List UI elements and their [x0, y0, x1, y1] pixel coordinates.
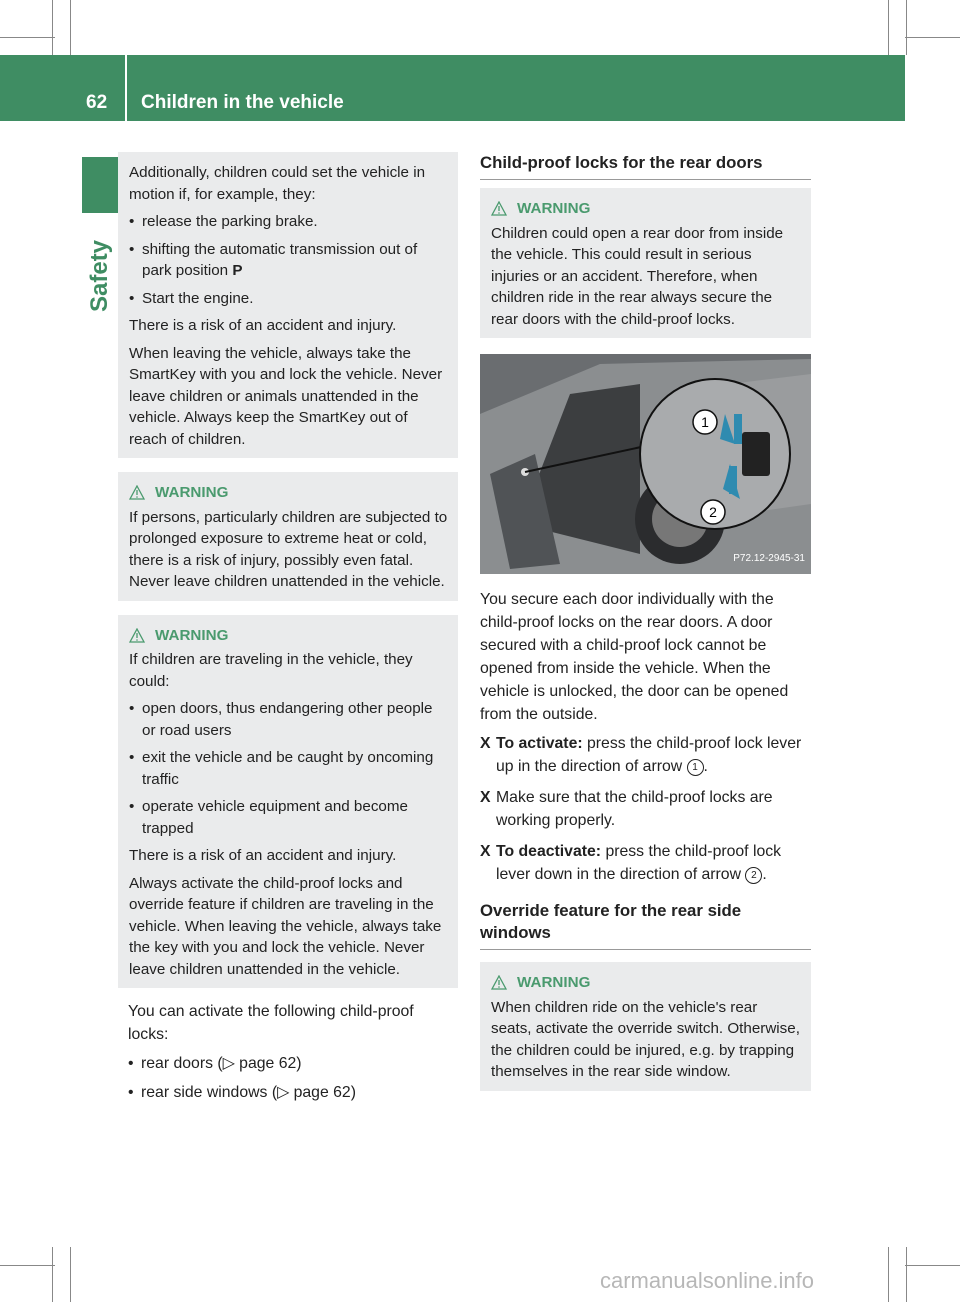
arrow-ref: 1	[687, 759, 704, 776]
activate-section	[118, 1000, 458, 1104]
warning-icon	[129, 485, 145, 500]
warning-box	[118, 472, 458, 601]
callout-1: 1	[701, 414, 709, 430]
activate-intro: You can activate the following child-proof locks:	[128, 1003, 414, 1043]
warning-label: WARNING	[155, 484, 229, 501]
heading-rear-doors: Child-proof locks for the rear doors	[480, 152, 811, 180]
list-item	[129, 239, 448, 282]
side-tab-label: Safety	[86, 239, 113, 312]
step-item: X To deactivate: press the child-proof lock lever down in the direction of arrow 2 .	[480, 840, 811, 886]
warning-box	[480, 962, 811, 1091]
list-item: • operate vehicle equipment and become trapped	[129, 796, 448, 839]
crop-mark	[0, 37, 55, 38]
step-item	[480, 786, 811, 832]
step-label: To activate:	[496, 735, 583, 752]
warning-icon	[129, 628, 145, 643]
callout-2: 2	[709, 504, 717, 520]
crop-mark	[906, 0, 907, 55]
step-text: press the child-proof lock lever down in the direction of arrow	[496, 843, 782, 883]
crop-mark	[0, 1265, 55, 1266]
warning-label: WARNING	[517, 974, 591, 991]
crop-mark	[888, 0, 889, 55]
list-item: • open doors, thus endangering other people or road users	[129, 698, 448, 741]
warning-title	[491, 198, 801, 220]
warning-title	[129, 482, 448, 504]
list-item-text: shifting the automatic transmission out of park position	[142, 240, 418, 279]
park-position: P	[232, 262, 243, 279]
heading-override: Override feature for the rear side windows	[480, 900, 811, 950]
warning-label: WARNING	[517, 200, 591, 217]
warning-text: If persons, particularly children are subjected to prolonged exposure to extreme heat or cold, there is a risk of injury, possibly even fatal. Never leave children unattended in the vehicle.	[129, 508, 448, 590]
section-title: Children in the vehicle	[141, 92, 344, 113]
list-item: • exit the vehicle and be caught by oncoming traffic	[129, 747, 448, 790]
crop-mark	[906, 1247, 907, 1302]
step-text: Make sure that the child-proof locks are working properly.	[496, 789, 773, 829]
header-divider	[125, 55, 127, 121]
step-label: To deactivate:	[496, 843, 602, 860]
right-column	[480, 152, 811, 1091]
info-intro: Additionally, children could set the vehicle in motion if, for example, they:	[129, 164, 426, 203]
risk-text: There is a risk of an accident and injury.	[129, 847, 397, 864]
page-link-rear-windows[interactable]: • rear side windows (▷ page 62)	[128, 1081, 458, 1104]
crop-mark	[70, 0, 71, 55]
figure-code: P72.12-2945-31	[733, 553, 805, 564]
page-link-rear-doors[interactable]: • rear doors (▷ page 62)	[128, 1052, 458, 1075]
warning-icon	[491, 975, 507, 990]
list-item: • Start the engine.	[129, 288, 448, 310]
warning-intro: If children are traveling in the vehicle, they could:	[129, 651, 413, 690]
crop-mark	[905, 37, 960, 38]
info-paragraph: When leaving the vehicle, always take the SmartKey with you and lock the vehicle. Never leave children or animals unattended in the vehicle. Always keep the SmartKey out of reach of children.	[129, 344, 443, 448]
step-item: X To activate: press the child-proof lock lever up in the direction of arrow 1 .	[480, 732, 811, 778]
warning-title	[491, 972, 801, 994]
step-text: press the child-proof lock lever up in the direction of arrow	[496, 735, 802, 775]
site-watermark[interactable]: carmanualsonline.info	[600, 1268, 815, 1293]
body-paragraph: You secure each door individually with the child-proof locks on the rear doors. A door secured with a child-proof lock cannot be opened from inside the vehicle. When the vehicle is unlocked, the door can be opened from the outside.	[480, 591, 789, 723]
crop-mark	[70, 1247, 71, 1302]
warning-text: When children ride on the vehicle's rear seats, activate the override switch. Otherwise, the children could be injured, e.g. by trapping themselves in the rear side window.	[491, 998, 800, 1080]
warning-paragraph: Always activate the child-proof locks and override feature if children are traveling in the vehicle. When leaving the vehicle, always take the key with you and lock the vehicle. Never leave children unattended in the vehicle.	[129, 874, 442, 978]
header-bar	[0, 55, 905, 121]
info-box	[118, 152, 458, 458]
crop-mark	[52, 0, 53, 55]
car-illustration	[480, 354, 811, 574]
left-column	[118, 152, 458, 1110]
crop-mark	[888, 1247, 889, 1302]
crop-mark	[905, 1265, 960, 1266]
list-item: • release the parking brake.	[129, 211, 448, 233]
warning-box	[480, 188, 811, 338]
warning-box	[118, 615, 458, 989]
arrow-ref: 2	[745, 867, 762, 884]
crop-mark	[52, 1247, 53, 1302]
warning-title	[129, 625, 448, 647]
car-door-figure	[480, 354, 811, 574]
warning-icon	[491, 201, 507, 216]
warning-label: WARNING	[155, 626, 229, 644]
page-number: 62	[86, 92, 108, 113]
warning-text: Children could open a rear door from inside the vehicle. This could result in serious injuries or an accident. Therefore, when children ride in the rear always secure the rear doors with the child-proof locks.	[491, 224, 784, 328]
risk-text: There is a risk of an accident and injury.	[129, 317, 397, 334]
